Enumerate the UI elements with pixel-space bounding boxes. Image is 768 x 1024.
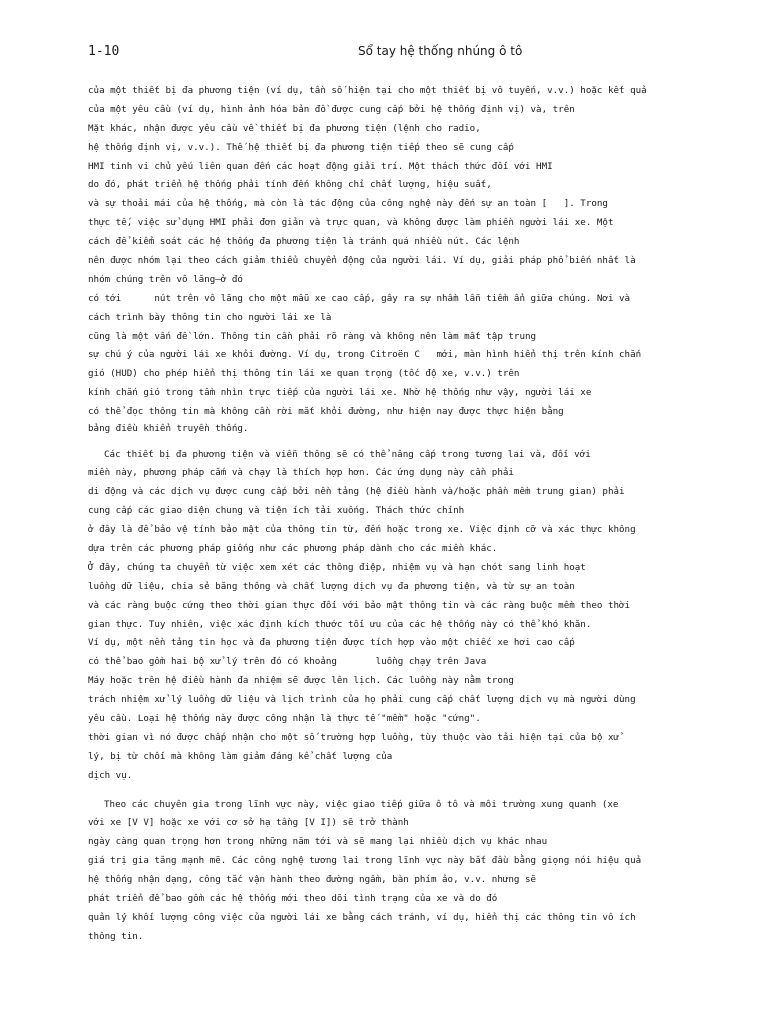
text-line: Ở đây, chúng ta chuyển từ việc xem xét các thông điệp, nhiệm vụ và hạn chót sang linh hoạt <box>88 561 586 573</box>
text-line: hệ thống định vị, v.v.). Thế hệ thiết bị đa phương tiện tiếp theo sẽ cung cấp <box>88 141 514 153</box>
text-line: di động và các dịch vụ được cung cấp bởi nền tảng (hệ điều hành và/hoặc phần mềm trung gian) phải <box>88 486 625 498</box>
text-line: ở đây là để bảo vệ tính bảo mật của thông tin từ, đến hoặc trong xe. Việc định cỡ và xác thực không <box>88 524 636 536</box>
text-line: bảng điều khiển truyền thống. <box>88 423 249 435</box>
text-line: giá trị gia tăng mạnh mẽ. Các công nghệ tương lai trong lĩnh vực này bắt đầu bằng giọng nói hiệu quả <box>88 855 642 867</box>
text-line: nên được nhóm lại theo cách giảm thiểu chuyển động của người lái. Ví dụ, giải pháp phổ biến nhất là <box>88 255 636 267</box>
text-line: và sự thoải mái của hệ thống, mà còn là tác động của công nghệ này đến sự an toàn [ ]. Trong <box>88 198 608 210</box>
text-line: lý, bị từ chối mà không làm giảm đáng kể chất lượng của <box>88 750 393 762</box>
text-line: yêu cầu. Loại hệ thống này được công nhận là thực tế "mềm" hoặc "cứng". <box>88 713 481 724</box>
text-line: thông tin. <box>88 930 144 942</box>
text-line: HMI tinh vi chủ yếu liên quan đến các hoạt động giải trí. Một thách thức đối với HMI <box>88 160 553 172</box>
text-line: gió (HUD) cho phép hiển thị thông tin lái xe quan trọng (tốc độ xe, v.v.) trên <box>88 368 520 380</box>
text-line: phát triển để bao gồm các hệ thống mới theo dõi tình trạng của xe và do đó <box>88 893 498 905</box>
text-line: với xe [V V] hoặc xe với cơ sở hạ tầng [V I]) sẽ trở thành <box>88 817 409 829</box>
text-line: Các thiết bị đa phương tiện và viễn thông sẽ có thể nâng cấp trong tương lai và, đối với <box>104 448 591 460</box>
running-title: Sổ tay hệ thống nhúng ô tô <box>358 44 523 58</box>
text-line: cũng là một vấn đề lớn. Thông tin cần phải rõ ràng và không nên làm mất tập trung <box>88 330 537 342</box>
text-line: có thể đọc thông tin mà không cần rời mắt khỏi đường, như hiện nay được thực hiện bằng <box>88 406 564 418</box>
text-line: thời gian vì nó được chấp nhận cho một số trường hợp luồng, tùy thuộc vào tải hiện tại của bộ xử <box>88 731 620 743</box>
text-line: có tới nút trên vô lăng cho một mẫu xe cao cấp, gây ra sự nhầm lẫn tiềm ẩn giữa chúng. Nơi và <box>88 292 631 304</box>
text-line: của một thiết bị đa phương tiện (ví dụ, tần số hiện tại cho một thiết bị vô tuyến, v.v.) hoặc kết quả <box>88 85 647 96</box>
text-line: kính chắn gió trong tầm nhìn trực tiếp của người lái xe. Nhờ hệ thống như vậy, người lái xe <box>88 387 592 399</box>
text-line: do đó, phát triển hệ thống phải tính đến không chỉ chất lượng, hiệu suất, <box>88 179 492 191</box>
text-line: gian thực. Tuy nhiên, việc xác định kích thước tối ưu của các hệ thống này có thể khó khăn. <box>88 618 592 630</box>
paragraph <box>88 446 688 786</box>
body-text <box>88 82 688 947</box>
paragraph <box>88 82 688 436</box>
text-line: Ví dụ, một nền tảng tin học và đa phương tiện được tích hợp vào một chiếc xe hơi cao cấp <box>88 637 575 649</box>
text-line: cách trình bày thông tin cho người lái xe là <box>88 311 332 323</box>
text-line: nhóm chúng trên vô lăng—ở đó <box>88 273 243 285</box>
text-line: của một yêu cầu (ví dụ, hình ảnh hóa bản đồ được cung cấp bởi hệ thống định vị) và, trên <box>88 103 575 115</box>
text-line: ngày càng quan trọng hơn trong những năm tới và sẽ mang lại nhiều dịch vụ khác nhau <box>88 836 548 848</box>
text-line: hệ thống nhận dạng, công tắc vận hành theo đường ngầm, bàn phím ảo, v.v. nhưng sẽ <box>88 874 537 886</box>
text-line: cách để kiểm soát các hệ thống đa phương tiện là tránh quá nhiều nút. Các lệnh <box>88 236 520 248</box>
page-header <box>88 44 768 64</box>
page-number: 1-10 <box>88 44 120 59</box>
text-line: quản lý khối lượng công việc của người lái xe bằng cách tránh, ví dụ, hiển thị các thông tin vô ích <box>88 911 636 923</box>
text-line: Máy hoặc trên hệ điều hành đa nhiệm sẽ được lên lịch. Các luồng này nằm trong <box>88 675 514 687</box>
text-line: và các ràng buộc cứng theo thời gian thực đối với bảo mật thông tin và các ràng buộc mềm theo thời <box>88 599 631 611</box>
text-line: dịch vụ. <box>88 769 133 781</box>
text-line: luồng dữ liệu, chia sẻ băng thông và chất lượng dịch vụ đa phương tiện, và từ sự an toàn <box>88 580 575 592</box>
text-line: cung cấp các giao diện chung và tiện ích tải xuống. Thách thức chính <box>88 505 465 517</box>
text-line: sự chú ý của người lái xe khỏi đường. Ví dụ, trong Citroën C mới, màn hình hiển thị trên kính chắn <box>88 349 642 361</box>
text-line: trách nhiệm xử lý luồng dữ liệu và lịch trình của họ phải cung cấp chất lượng dịch vụ mà người dùng <box>88 694 636 706</box>
paragraph <box>88 796 688 947</box>
text-line: có thể bao gồm hai bộ xử lý trên đó có khoảng luồng chạy trên Java <box>88 656 487 668</box>
text-line: thực tế, việc sử dụng HMI phải đơn giản và trực quan, và không được làm phiền người lái xe. Một <box>88 217 614 229</box>
text-line: Mặt khác, nhận được yêu cầu về thiết bị đa phương tiện (lệnh cho radio, <box>88 122 481 134</box>
text-line: miền này, phương pháp cắm và chạy là thích hợp hơn. Các ứng dụng này cần phải <box>88 467 514 479</box>
text-line: Theo các chuyên gia trong lĩnh vực này, việc giao tiếp giữa ô tô và môi trường xung quanh (xe <box>104 798 619 810</box>
text-line: dựa trên các phương pháp giống như các phương pháp dành cho các miền khác. <box>88 542 498 554</box>
